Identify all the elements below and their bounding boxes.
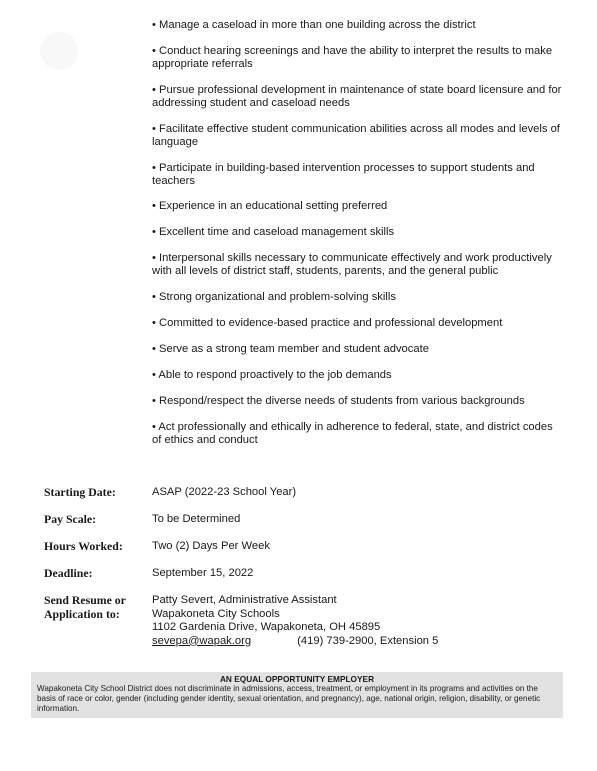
list-item: • Manage a caseload in more than one building across the district [152, 19, 476, 31]
starting-date-label: Starting Date: [44, 485, 116, 499]
list-item: • Pursue professional development in maintenance of state board licensure and for addressing student and caseload needs [152, 83, 562, 109]
hours-worked-value: Two (2) Days Per Week [152, 540, 270, 552]
contact-name: Patty Severt, Administrative Assistant [152, 594, 337, 606]
deadline-value: September 15, 2022 [152, 567, 254, 579]
send-application-label [44, 594, 152, 648]
eeo-title: AN EQUAL OPPORTUNITY EMPLOYER [219, 674, 375, 684]
list-item: • Excellent time and caseload management skills [152, 226, 395, 239]
pay-scale-label: Pay Scale: [44, 512, 97, 526]
deadline-label: Deadline: [44, 566, 93, 580]
list-item: • Participate in building-based intervention processes to support students and teachers [152, 161, 535, 187]
list-item: • Interpersonal skills necessary to communicate effectively and work productively with all levels of district staff, students, parents, and the general public [152, 252, 552, 278]
list-item: • Strong organizational and problem-solving skills [152, 291, 396, 304]
list-item: • Able to respond proactively to the job demands [152, 368, 392, 381]
list-item: • Committed to evidence-based practice and professional development [152, 317, 503, 330]
deadline-row [44, 567, 564, 580]
list-item: • Respond/respect the diverse needs of students from various backgrounds [152, 394, 525, 407]
pay-scale-row [44, 513, 564, 526]
starting-date-row [44, 486, 564, 499]
list-item: • Conduct hearing screenings and have the ability to interpret the results to make appropriate referrals [152, 44, 553, 70]
send-label-line-1: Send Resume or [44, 593, 126, 607]
job-details [44, 486, 564, 648]
starting-date-value: ASAP (2022-23 School Year) [152, 486, 297, 498]
scan-smudge [40, 32, 78, 70]
contact-block [152, 594, 564, 648]
pay-scale-value: To be Determined [152, 513, 241, 525]
list-item: • Experience in an educational setting preferred [152, 200, 388, 213]
list-item: • Serve as a strong team member and student advocate [152, 342, 429, 355]
contact-email-link[interactable]: sevepa@wapak.org [152, 634, 252, 647]
hours-worked-label: Hours Worked: [44, 539, 123, 553]
contact-line [152, 635, 564, 649]
hours-worked-row [44, 540, 564, 553]
contact-address: 1102 Gardenia Drive, Wapakoneta, OH 45895 [152, 621, 381, 633]
contact-phone: (419) 739-2900, Extension 5 [297, 634, 439, 647]
qualifications-list [152, 19, 562, 459]
equal-opportunity-notice [31, 672, 563, 718]
list-item: • Act professionally and ethically in adherence to federal, state, and district codes of ethics and conduct [152, 420, 553, 446]
eeo-text: Wapakoneta City School District does not discriminate in admissions, access, treatment, or employment in its programs and activities on the basis of race or color, gender (including gender identity, sexual orientation, and pregnancy), age, national origin, religion, disability, or genetic information. [37, 684, 541, 713]
contact-org: Wapakoneta City Schools [152, 607, 280, 620]
send-application-row [44, 594, 564, 648]
list-item: • Facilitate effective student communication abilities across all modes and levels of language [152, 122, 560, 148]
send-label-line-2: Application to: [44, 606, 120, 621]
